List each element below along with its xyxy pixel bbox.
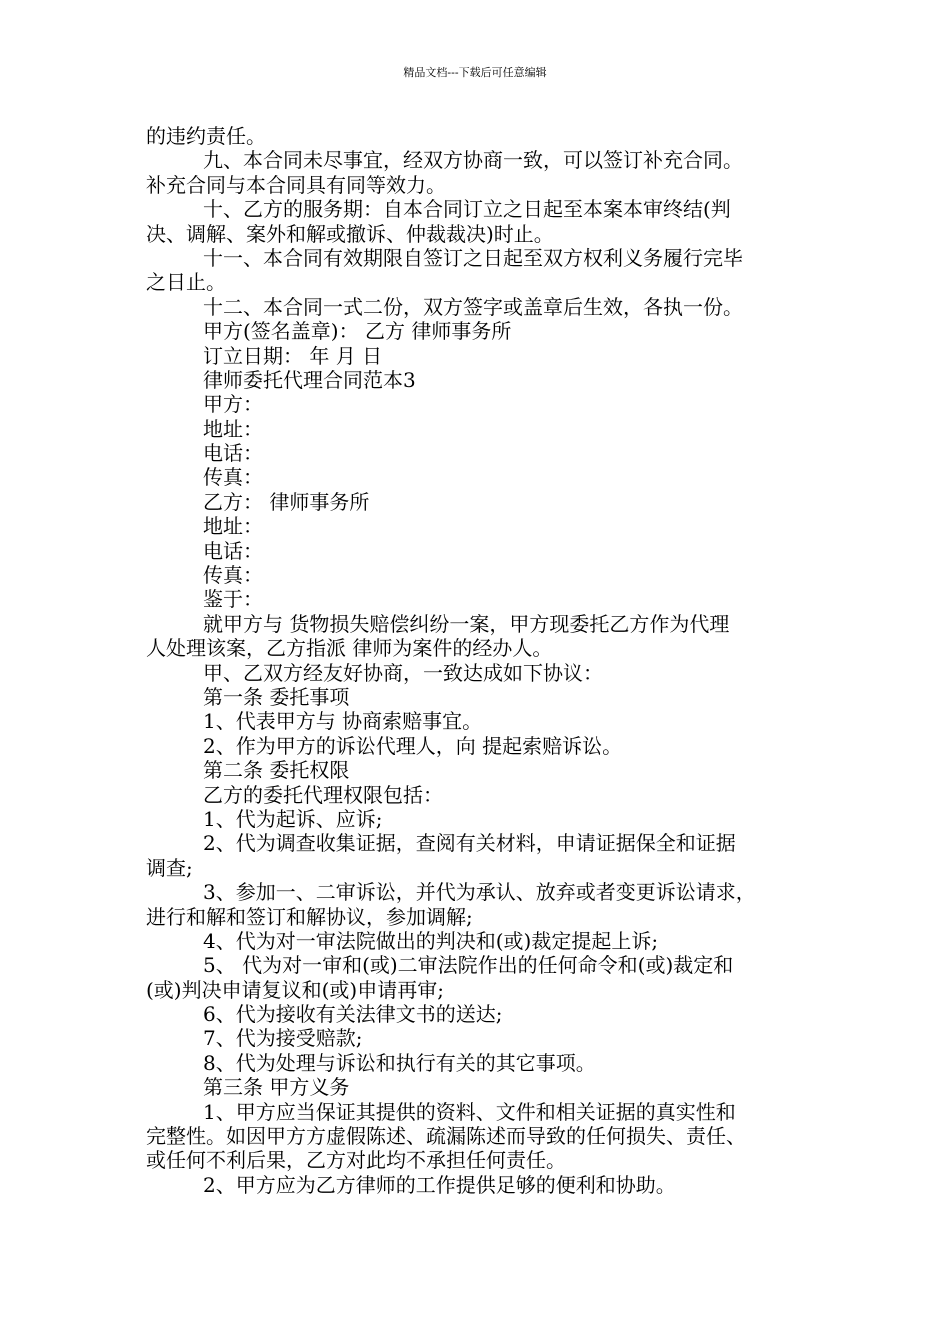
text-line: 之日止。 bbox=[146, 270, 226, 295]
document-body bbox=[146, 124, 818, 1197]
text-line: 1、甲方应当保证其提供的资料、文件和相关证据的真实性和 bbox=[203, 1099, 736, 1124]
text-line: 进行和解和签订和解协议，参加调解; bbox=[146, 904, 473, 929]
text-line: 第三条 甲方义务 bbox=[203, 1075, 350, 1100]
text-line: 十二、本合同一式二份，双方签字或盖章后生效，各执一份。 bbox=[203, 294, 743, 319]
text-line: 人处理该案，乙方指派 律师为案件的经办人。 bbox=[146, 636, 553, 661]
text-line: 订立日期： 年 月 日 bbox=[203, 343, 383, 368]
text-line: 8、代为处理与诉讼和执行有关的其它事项。 bbox=[203, 1050, 596, 1075]
text-line: 或任何不利后果，乙方对此均不承担任何责任。 bbox=[146, 1148, 566, 1173]
text-line: 地址： bbox=[203, 416, 263, 441]
text-line: 第二条 委托权限 bbox=[203, 758, 350, 783]
text-line: 甲方(签名盖章)： 乙方 律师事务所 bbox=[203, 319, 512, 344]
text-line: 6、代为接收有关法律文书的送达; bbox=[203, 1002, 503, 1027]
text-line: 鉴于： bbox=[203, 587, 263, 612]
text-line: 7、代为接受赔款; bbox=[203, 1026, 363, 1051]
text-line: 十一、本合同有效期限自签订之日起至双方权利义务履行完毕 bbox=[203, 245, 743, 270]
text-line: 就甲方与 货物损失赔偿纠纷一案，甲方现委托乙方作为代理 bbox=[203, 611, 730, 636]
text-line: 3、参加一、二审诉讼，并代为承认、放弃或者变更诉讼请求， bbox=[203, 880, 756, 905]
text-line: 5、 代为对一审和(或)二审法院作出的任何命令和(或)裁定和 bbox=[203, 953, 734, 978]
text-line: 4、代为对一审法院做出的判决和(或)裁定提起上诉; bbox=[203, 928, 659, 953]
text-line: 地址： bbox=[203, 514, 263, 539]
text-line: 十、乙方的服务期：自本合同订立之日起至本案本审终结(判 bbox=[203, 197, 731, 222]
text-line: 1、代表甲方与 协商索赔事宜。 bbox=[203, 709, 483, 734]
page-header: 精品文档---下载后可任意编辑 bbox=[403, 66, 547, 79]
text-line: 2、代为调查收集证据，查阅有关材料，申请证据保全和证据 bbox=[203, 831, 736, 856]
text-line: 2、甲方应为乙方律师的工作提供足够的便利和协助。 bbox=[203, 1172, 676, 1197]
text-line: 电话： bbox=[203, 441, 263, 466]
text-line: 乙方的委托代理权限包括： bbox=[203, 782, 443, 807]
text-line: 的违约责任。 bbox=[146, 124, 266, 148]
text-line: 乙方： 律师事务所 bbox=[203, 489, 370, 514]
text-line: 电话： bbox=[203, 538, 263, 563]
text-line: 甲方： bbox=[203, 392, 263, 417]
text-line: 传真： bbox=[203, 563, 263, 588]
text-line: 甲、乙双方经友好协商，一致达成如下协议： bbox=[203, 660, 603, 685]
text-line: 完整性。如因甲方方虚假陈述、疏漏陈述而导致的任何损失、责任、 bbox=[146, 1124, 746, 1149]
text-line: 第一条 委托事项 bbox=[203, 684, 350, 709]
text-line: 补充合同与本合同具有同等效力。 bbox=[146, 172, 446, 197]
text-line: 决、调解、案外和解或撤诉、仲裁裁决)时止。 bbox=[146, 221, 554, 246]
text-line: (或)判决申请复议和(或)申请再审; bbox=[146, 977, 444, 1002]
text-line: 传真： bbox=[203, 465, 263, 490]
text-line: 1、代为起诉、应诉; bbox=[203, 806, 383, 831]
text-line: 2、作为甲方的诉讼代理人，向 提起索赔诉讼。 bbox=[203, 733, 623, 758]
text-line: 九、本合同未尽事宜，经双方协商一致，可以签订补充合同。 bbox=[203, 148, 743, 173]
text-line: 律师委托代理合同范本3 bbox=[203, 367, 416, 392]
text-line: 调查; bbox=[146, 855, 193, 880]
